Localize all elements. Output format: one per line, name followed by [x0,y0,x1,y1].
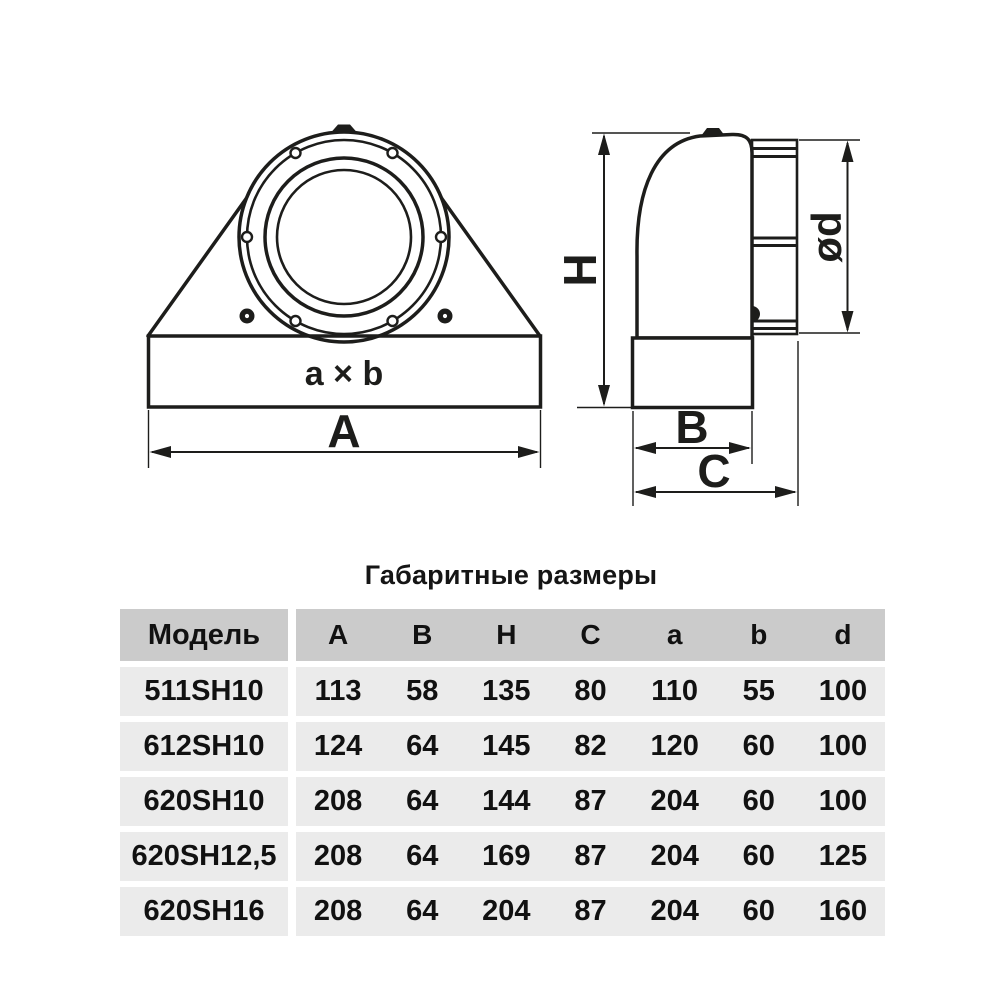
side-view-drawing [554,128,860,506]
column-header-a: A [327,619,349,650]
value-cell: 144 [482,785,531,817]
column-gap [288,887,296,936]
value-cell: 64 [406,840,439,872]
value-cell: 113 [314,675,362,707]
model-name: 620SH12,5 [120,832,288,881]
duct-size-label: a × b [304,355,384,393]
column-header-c: C [580,619,601,650]
value-cell: 124 [313,730,363,762]
ring-notch [291,316,301,326]
front-right-slope-line [440,196,540,336]
column-header-b: B [412,619,433,650]
value-cell: 60 [742,840,775,872]
value-cell: 60 [742,730,775,762]
value-cell: 204 [650,785,699,817]
ring-notch [388,148,398,158]
value-cell: 110 [651,675,699,707]
value-cell: 169 [482,840,531,872]
table-row [120,887,885,936]
arrowhead-up [842,141,854,163]
value-cell: 82 [574,730,607,762]
dimension-od [799,140,860,333]
values-band [296,832,885,881]
value-cell: 204 [650,840,699,872]
screw-hole-center [245,314,249,318]
table-header-row [120,609,885,661]
value-cell: 55 [742,675,775,707]
dimension-od-label: ød [803,211,850,263]
column-gap [288,777,296,826]
value-cell: 100 [818,785,868,817]
column-header-a-small: a [666,619,683,650]
ring-notch [242,232,252,242]
arrowhead-left [150,446,172,458]
value-cell: 160 [818,895,868,927]
column-header-h: H [496,619,517,650]
model-name: 620SH16 [120,887,288,936]
arrowhead-right [518,446,540,458]
side-clip-tab [701,128,725,136]
value-cell: 87 [574,895,607,927]
value-cell: 60 [742,785,775,817]
dimension-a-label: A [327,405,361,457]
ring-notch [388,316,398,326]
dimension-a [149,405,541,468]
value-cell: 87 [574,785,607,817]
value-cell: 100 [818,730,868,762]
value-cell: 64 [406,785,439,817]
arrowhead-right [775,486,797,498]
dimension-b-label: B [675,401,709,453]
side-flange-rect [633,338,753,408]
value-cell: 208 [313,785,363,817]
value-cell: 145 [482,730,531,762]
column-header-b-small: b [750,619,768,650]
model-name: 620SH10 [120,777,288,826]
arrowhead-down [598,385,610,407]
dimensions-table [120,609,885,942]
values-band [296,667,885,716]
value-cell: 64 [406,730,439,762]
front-left-slope-line [148,196,248,336]
ring-notch [291,148,301,158]
value-cell: 87 [574,840,607,872]
column-gap [288,609,296,661]
values-band [296,887,885,936]
model-name: 511SH10 [120,667,288,716]
column-gap [288,832,296,881]
value-cell: 80 [574,675,607,707]
arrowhead-down [842,311,854,333]
values-band [296,777,885,826]
column-gap [288,722,296,771]
value-cell: 208 [313,895,363,927]
value-cell: 208 [313,840,363,872]
value-cell: 120 [650,730,699,762]
dimension-h-label: H [554,253,606,287]
table-row [120,777,885,826]
value-cell: 135 [482,675,531,707]
value-cell: 100 [818,675,868,707]
value-cell: 58 [406,675,439,707]
arrowhead-right [729,442,751,454]
header-band [296,609,885,661]
arrowhead-left [634,442,656,454]
arrowhead-up [598,134,610,156]
table-row [120,667,885,716]
arrowhead-left [634,486,656,498]
value-cell: 204 [482,895,531,927]
ring-notch [436,232,446,242]
value-cell: 60 [742,895,775,927]
table-row [120,722,885,771]
table-row [120,832,885,881]
front-clip-tab [331,125,357,133]
value-cell: 64 [406,895,439,927]
values-band [296,722,885,771]
value-cell: 204 [650,895,699,927]
front-view-drawing [148,125,541,469]
dimension-c-label: C [697,445,731,497]
column-gap [288,667,296,716]
front-outer-circle [239,132,449,342]
model-name: 612SH10 [120,722,288,771]
screw-hole-center [443,314,447,318]
column-header-d-small: d [834,619,852,650]
table-title: Габаритные размеры [364,560,658,590]
value-cell: 125 [818,840,868,872]
model-column-header: Модель [120,609,288,661]
side-elbow-body [637,134,752,338]
